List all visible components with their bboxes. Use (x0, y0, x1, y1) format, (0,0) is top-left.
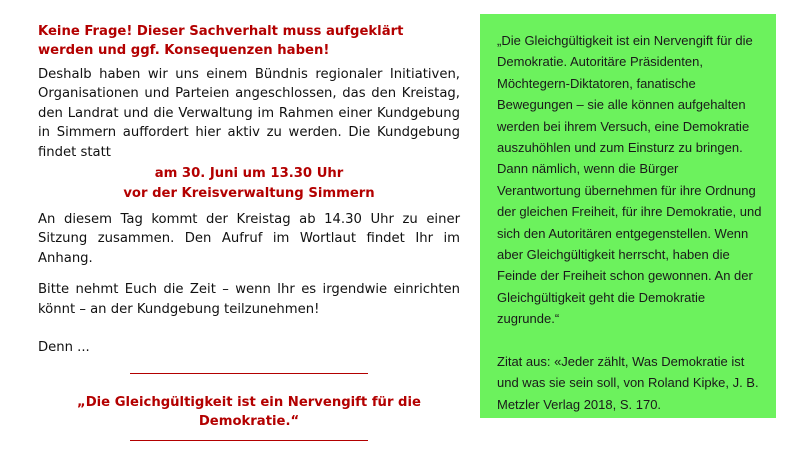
divider-bottom (130, 440, 368, 441)
event-date: am 30. Juni um 13.30 Uhr (154, 166, 344, 182)
quote-source: Zitat aus: «Jeder zählt, Was Demokratie ist und was sie sein soll, von Roland Kipke, J. B. Metzler Verlag 2018, S. 170. (497, 353, 759, 412)
quote-box (480, 14, 776, 418)
event-location: vor der Kreisverwaltung Simmern (123, 186, 375, 202)
event-date-block (38, 164, 460, 204)
appeal-paragraph: Bitte nehmt Euch die Zeit – wenn Ihr es irgendwie einrichten könnt – an der Kundgebung teilzunehmen! (38, 282, 460, 317)
denn-text: Denn ... (38, 340, 90, 356)
intro-paragraph: Deshalb haben wir uns einem Bündnis regionaler Initiativen, Organisationen und Parteien angeschlossen, das den Kreistag, den Landrat und die Verwaltung im Rahmen einer Kundgebung in Simmern auffordert hier aktiv zu werden. Die Kundgebung findet statt (38, 67, 460, 160)
quote-text: „Die Gleichgültigkeit ist ein Nervengift für die Demokratie. Autoritäre Präsidenten, Möchtegern-Diktatoren, fanatische Bewegungen – sie alle können aufgehalten werden bei ihrem Versuch, eine Demokratie auszuhöhlen und zum Einsturz zu bringen. Dann nämlich, wenn die Bürger Verantwortung übernehmen für ihre Ordnung der gleichen Freiheit, für ihre Demokratie, und sich den Autoritären entgegenstellen. Wenn aber Gleichgültigkeit herrscht, haben die Feinde der Freiheit schon gewonnen. An der Gleichgültigkeit geht die Demokratie zugrunde.“ (497, 33, 762, 327)
section-heading: Keine Frage! Dieser Sachverhalt muss aufgeklärt werden und ggf. Konsequenzen haben! (38, 24, 404, 58)
main-text-column (38, 22, 460, 357)
divider-top (130, 373, 368, 374)
session-paragraph: An diesem Tag kommt der Kreistag ab 14.30 Uhr zu einer Sitzung zusammen. Den Aufruf im Wortlaut findet Ihr im Anhang. (38, 212, 460, 266)
quote-title: „Die Gleichgültigkeit ist ein Nervengift für die Demokratie.“ (77, 395, 421, 430)
